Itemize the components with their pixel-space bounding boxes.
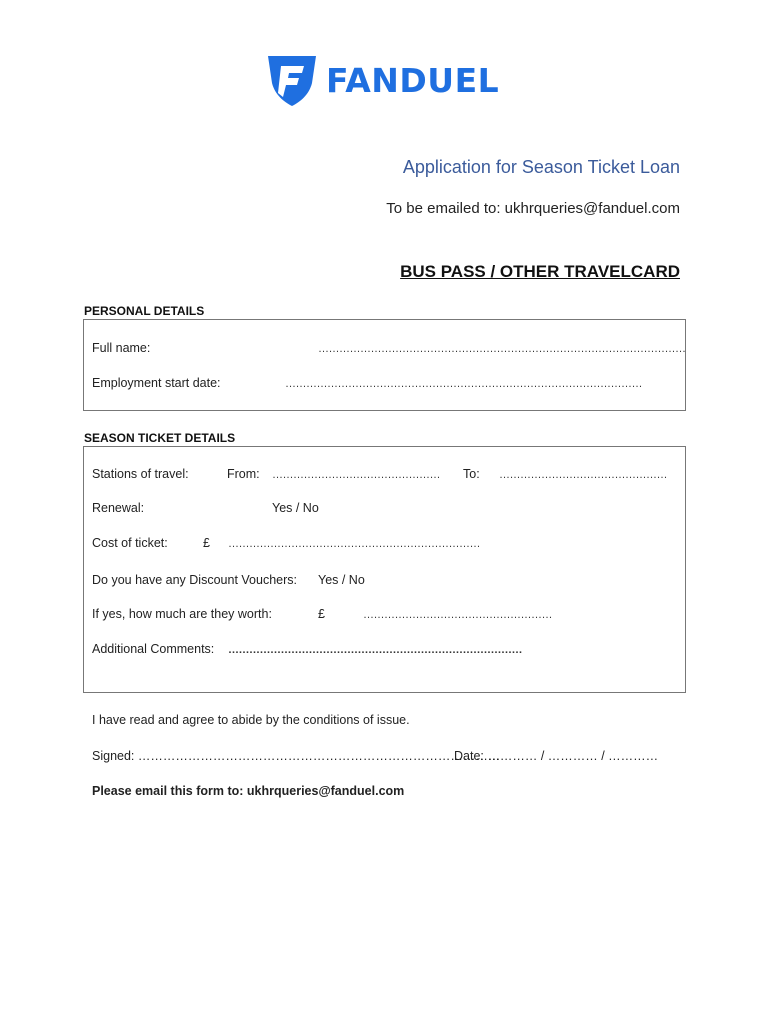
from-label: From: [227, 467, 260, 481]
start-date-label: Employment start date: [92, 376, 221, 390]
email-prompt: Please email this form to: ukhrqueries@fanduel.com [92, 784, 405, 798]
season-details-heading: SEASON TICKET DETAILS [84, 431, 236, 445]
comments-label: Additional Comments: [92, 642, 215, 656]
personal-details-box [83, 319, 686, 411]
to-field[interactable]: ………………………………………… [499, 469, 667, 481]
vouchers-options[interactable]: Yes / No [318, 573, 365, 587]
email-instruction: To be emailed to: ukhrqueries@fanduel.com [386, 200, 680, 217]
comments-field[interactable]: ………………………………………………………………………… [228, 644, 522, 656]
to-label: To: [463, 467, 480, 481]
cost-label: Cost of ticket: [92, 536, 168, 550]
renewal-options[interactable]: Yes / No [272, 501, 319, 515]
fanduel-shield-icon [266, 53, 318, 107]
fanduel-logo [266, 53, 499, 107]
worth-label: If yes, how much are they worth: [92, 607, 272, 621]
date-field[interactable]: Date: ………… / ………… / ………… [454, 749, 659, 763]
cost-currency: £ [203, 536, 210, 550]
start-date-field[interactable]: ………………………………………………………………………………………… [285, 378, 642, 390]
full-name-field[interactable]: …………………………………………………………………………………………… [318, 343, 686, 355]
logo-text: FANDUEL [326, 60, 500, 100]
from-field[interactable]: ………………………………………… [272, 469, 440, 481]
stations-label: Stations of travel: [92, 467, 189, 481]
cost-field[interactable]: ……………………………………………………………… [228, 538, 480, 550]
full-name-label: Full name: [92, 341, 151, 355]
pass-title: BUS PASS / OTHER TRAVELCARD [400, 262, 680, 281]
renewal-label: Renewal: [92, 501, 145, 515]
signature-field[interactable]: Signed: …………………………………………………………………………… [92, 749, 501, 763]
vouchers-label: Do you have any Discount Vouchers: [92, 573, 297, 587]
worth-currency: £ [318, 607, 325, 621]
personal-details-heading: PERSONAL DETAILS [84, 304, 205, 318]
worth-field[interactable]: ……………………………………………… [363, 609, 552, 621]
agreement-text: I have read and agree to abide by the conditions of issue. [92, 713, 410, 727]
page-title: Application for Season Ticket Loan [402, 157, 680, 177]
